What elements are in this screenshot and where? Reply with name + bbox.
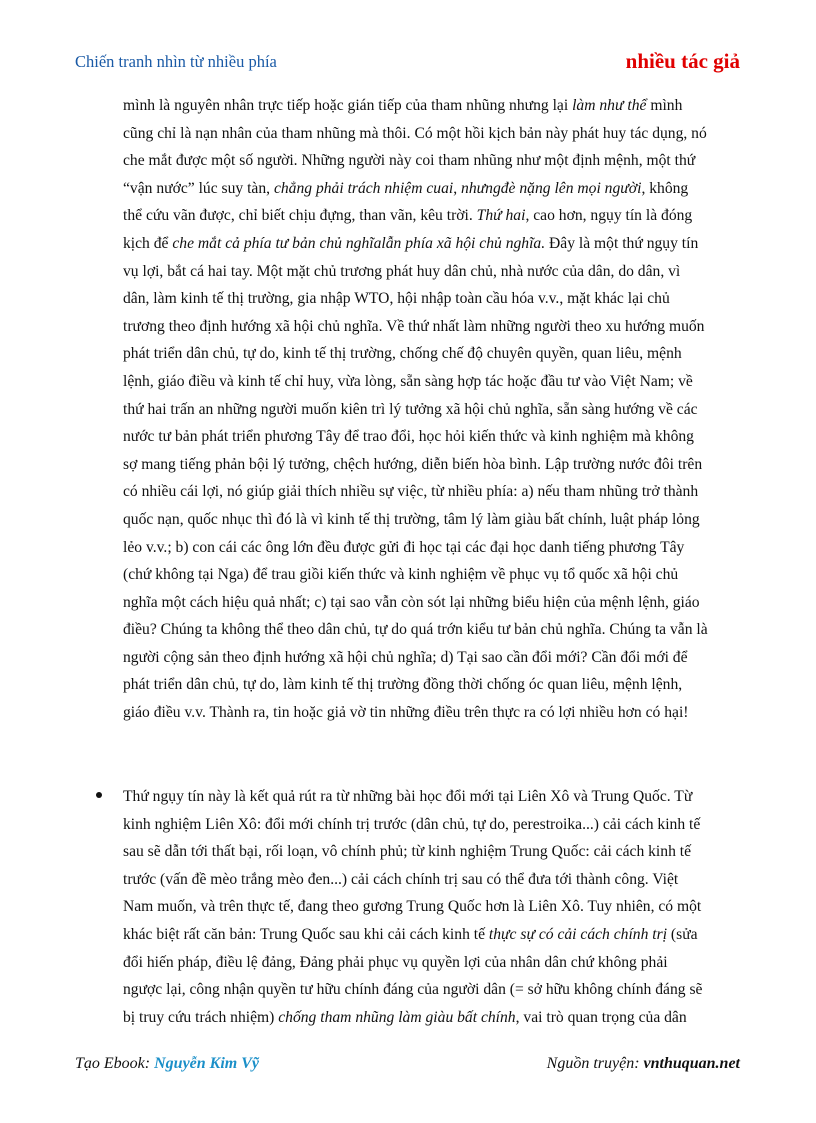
text-line <box>123 340 745 368</box>
author-name: nhiều tác giả <box>625 49 740 73</box>
text-run: (sửa <box>667 925 698 943</box>
italic-text: làm như thể <box>572 97 647 114</box>
text-run: giáo điều v.v. Thành ra, tin hoặc giả vờ tin những điều trên thực ra có lợi nhiều hơn có hại! <box>123 704 689 722</box>
text-run: phát triển dân chủ, tự do, kinh tế thị trường, chống chế độ chuyên quyền, quan liêu, mệnh <box>123 345 682 363</box>
text-line <box>123 368 745 396</box>
text-run: kinh nghiệm Liên Xô: đổi mới chính trị trước (dân chủ, tự do, perestroika...) cải cách kinh tế <box>123 815 701 833</box>
text-line <box>123 534 745 562</box>
text-run: nước tư bản phát triển phương Tây để trao đổi, học hỏi kiến thức và kinh nghiệm mà không <box>123 428 694 446</box>
text-line <box>123 230 745 258</box>
text-run: Thứ ngụy tín này là kết quả rút ra từ những bài học đổi mới tại Liên Xô và Trung Quốc. Từ <box>123 788 693 805</box>
text-line <box>123 396 745 424</box>
text-run: thứ hai trấn an những người muốn kiên trì lý tưởng xã hội chủ nghĩa, sẵn sàng hướng về các <box>123 400 698 418</box>
text-run: , <box>453 179 462 197</box>
text-line <box>123 866 745 894</box>
text-line <box>123 285 745 313</box>
text-line <box>123 92 745 120</box>
text-run: cũng chỉ là nạn nhân của tham nhũng mà thôi. Có một hồi kịch bản này phát huy tác dụng, nó <box>123 124 707 142</box>
text-run: lệnh, giáo điều và kinh tế chỉ huy, vừa lòng, sẵn sàng hợp tác hoặc đầu tư vào Việt Nam; về <box>123 372 693 390</box>
text-run: , vai trò quan trọng của dân <box>515 1008 687 1026</box>
source-site: vnthuquan.net <box>643 1055 740 1072</box>
italic-text: Thứ hai <box>476 207 526 225</box>
text-line <box>123 893 745 921</box>
text-run: sợ mang tiếng phản bội lý tưởng, chệch hướng, diễn biến hòa bình. Lập trường nước đôi trên <box>123 455 703 473</box>
text-run: che mắt được một số người. Những người này coi tham nhũng như một định mệnh, một thứ <box>123 152 696 170</box>
text-line <box>123 175 745 203</box>
text-run: , không <box>641 179 689 197</box>
ebook-credit-separator: : <box>144 1055 155 1072</box>
text-run: sau sẽ dẫn tới thất bại, rối loạn, vô chính phủ; từ kinh nghiệm Trung Quốc: cải cách kinh tế <box>123 843 692 861</box>
text-run: phát triển dân chủ, tự do, làm kinh tế thị trường đồng thời chống óc quan liêu, mệnh lệnh, <box>123 676 683 694</box>
text-line <box>123 644 745 672</box>
text-run: trước (vấn đề mèo trắng mèo đen...) cải cách chính trị sau có thể đưa tới thành công. Việt <box>123 870 679 888</box>
ebook-credit-label: Tạo Ebook <box>75 1055 145 1072</box>
text-line <box>123 423 745 451</box>
text-line <box>123 1004 745 1032</box>
ebook-credit <box>75 1055 259 1073</box>
text-line <box>123 561 745 589</box>
text-run: dân, làm kinh tế thị trường, gia nhập WTO, hội nhập toàn cầu hóa v.v., mặt khác lại chủ <box>123 290 670 308</box>
text-run: quốc nạn, quốc nhục thì đó là vì kinh tế thị trường, tâm lý làm giàu bất chính, luật pháp lỏng <box>123 510 700 528</box>
text-line <box>123 589 745 617</box>
text-run: mình <box>646 97 683 114</box>
text-run: có nhiều cái lợi, nó giúp giải thích nhiều sự việc, từ nhiều phía: a) nếu tham nhũng trở thành <box>123 483 699 501</box>
italic-text: che mắt cả phía tư bản chủ nghĩalẫn phía xã hội chủ nghĩa. <box>172 234 546 252</box>
text-run: bị truy cứu trách nhiệm) <box>123 1008 279 1026</box>
text-run: khác biệt rất căn bản: Trung Quốc sau khi cải cách kinh tế <box>123 925 489 943</box>
text-run: người cộng sản theo định hướng xã hội chủ nghĩa; d) Tại sao cần đổi mới? Cần đổi mới để <box>123 648 688 666</box>
text-run: Đây là một thứ ngụy tín <box>545 234 699 252</box>
text-run: nghĩa một cách hiệu quả nhất; c) tại sao vẫn còn sót lại những biểu hiện của mệnh lệnh, giáo <box>123 593 700 611</box>
text-line <box>123 838 745 866</box>
bullet-point-icon <box>96 792 102 798</box>
text-run: “vận nước” lúc suy tàn, <box>123 179 274 197</box>
ebook-creator-name: Nguyễn Kim Vỹ <box>154 1055 259 1072</box>
paragraph-1 <box>123 92 745 727</box>
italic-text: chẳng phải trách nhiệm cuai <box>273 179 454 197</box>
italic-text: thực sự có cải cách chính trị <box>488 925 668 943</box>
text-line <box>123 976 745 1004</box>
book-title: Chiến tranh nhìn từ nhiều phía <box>75 52 277 71</box>
source-credit <box>547 1055 740 1073</box>
text-line <box>123 616 745 644</box>
text-line <box>123 258 745 286</box>
text-line <box>123 811 745 839</box>
text-run: trương theo định hướng xã hội chủ nghĩa. Về thứ nhất làm những người theo xu hướng muốn <box>123 317 705 335</box>
text-run: ngược lại, công nhận quyền tư hữu chính đáng của người dân (= sở hữu không chính đáng sẽ <box>123 981 703 999</box>
text-line <box>123 671 745 699</box>
text-run: (chứ không tại Nga) để trau giồi kiến thức và kinh nghiệm về phục vụ tổ quốc xã hội chủ <box>123 566 679 584</box>
italic-text: nhưngđè nặng lên mọi người <box>461 179 642 197</box>
source-credit-label: Nguồn truyện <box>546 1055 635 1072</box>
text-line <box>123 120 745 148</box>
text-line <box>123 147 745 175</box>
paragraph-2-bullet-item <box>123 783 745 1031</box>
text-line <box>123 506 745 534</box>
text-run: lẻo v.v.; b) con cái các ông lớn đều được gửi đi học tại các đại học danh tiếng phương Tây <box>123 538 685 556</box>
text-line <box>123 451 745 479</box>
text-run: thể cứu vãn được, chỉ biết chịu đựng, than vãn, kêu trời. <box>123 207 477 225</box>
text-run: mình là nguyên nhân trực tiếp hoặc gián tiếp của tham nhũng nhưng lại <box>123 97 573 114</box>
italic-text: chống tham nhũng làm giàu bất chính <box>278 1008 516 1026</box>
text-line <box>123 313 745 341</box>
text-run: điều? Chúng ta không thể theo dân chủ, tự do quá trớn kiểu tư bản chủ nghĩa. Chúng ta vẫn là <box>123 621 708 639</box>
source-credit-separator: : <box>634 1055 644 1072</box>
text-line <box>123 921 745 949</box>
text-line <box>123 478 745 506</box>
text-line <box>123 202 745 230</box>
text-run: kịch để <box>123 234 173 252</box>
text-run: , cao hơn, ngụy tín là đóng <box>525 207 693 225</box>
text-line <box>123 949 745 977</box>
text-line <box>123 699 745 727</box>
text-run: đổi hiến pháp, điều lệ đảng, Đảng phải phục vụ quyền lợi của nhân dân chứ không phải <box>123 953 668 971</box>
text-line <box>123 783 745 811</box>
text-run: Nam muốn, và trên thực tế, đang theo gương Trung Quốc hơn là Liên Xô. Tuy nhiên, có một <box>123 898 702 916</box>
text-run: vụ lợi, bắt cá hai tay. Một mặt chủ trương phát huy dân chủ, nhà nước của dân, do dân, vì <box>123 262 681 280</box>
